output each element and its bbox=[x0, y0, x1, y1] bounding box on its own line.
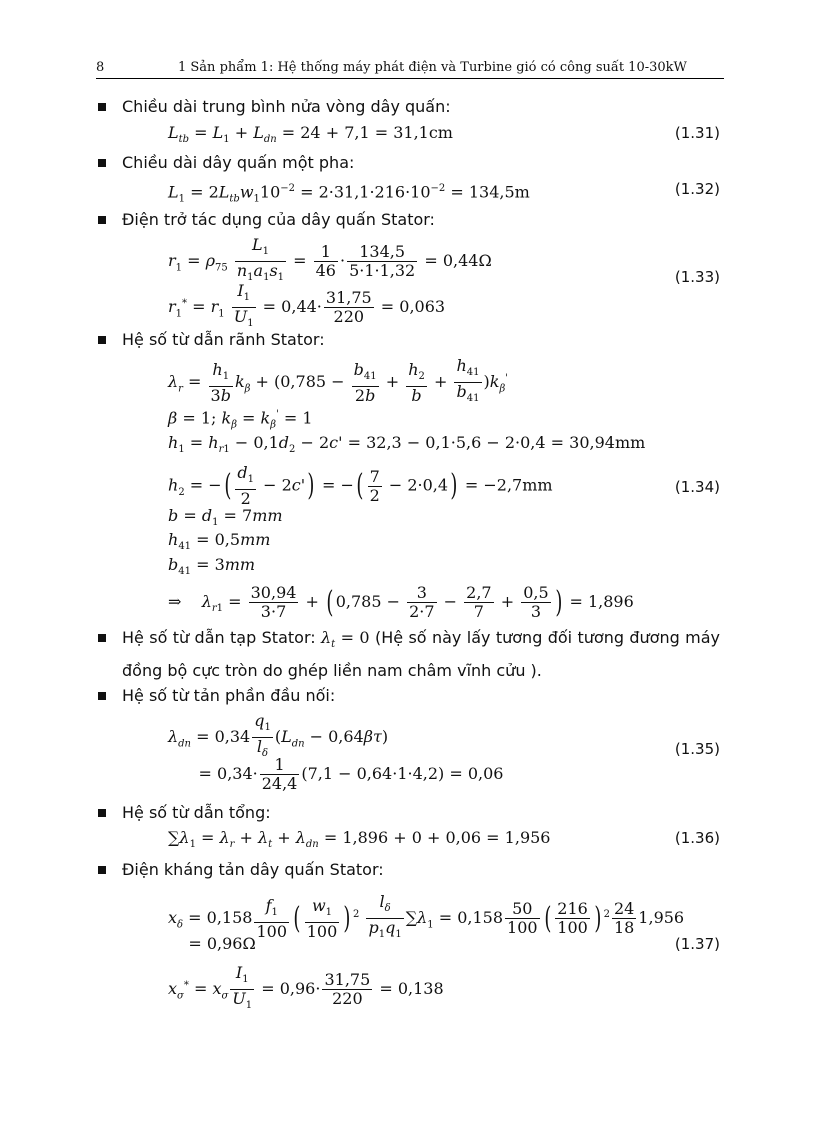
bullet-label: Hệ số từ dẫn tạp Stator: bbox=[122, 628, 316, 647]
bullet-marker bbox=[98, 809, 106, 817]
bullet-marker bbox=[98, 634, 106, 642]
bullet-text: Hệ số từ dẫn tổng: bbox=[122, 803, 271, 822]
result-lambda-r1: 1,896 bbox=[587, 592, 634, 611]
equation: $\sum\lambda_1 = \lambda_r + \lambda_t + \lambda_{dn} = 1,896 + 0 + 0,06 = 1,956$ bbox=[168, 828, 551, 851]
header-rule bbox=[96, 78, 724, 79]
equation: $b_{41} = 3mm$ bbox=[168, 555, 256, 578]
bullet-text: Hệ số từ dẫn tạp Stator: $\lambda_t = 0$ (Hệ số này lấy tương đối tương đương máy đồng bộ cực tròn do ghép liền nam châm vĩnh cửu ). bbox=[122, 628, 721, 681]
result-r1: 0,44Ω bbox=[442, 251, 492, 271]
equation-number: (1.31) bbox=[674, 124, 720, 142]
result-x-sigma-pu: 0,138 bbox=[397, 979, 444, 999]
bullet-text: Điện kháng tản dây quấn Stator: bbox=[122, 860, 384, 879]
header-title: 1 Sản phẩm 1: Hệ thống máy phát điện và Turbine gió có công suất 10-30kW bbox=[178, 60, 687, 75]
equation-number: (1.37) bbox=[674, 935, 720, 953]
bullet-marker bbox=[98, 336, 106, 344]
equation: = 0,96Ω bbox=[168, 934, 256, 953]
equation: $r_1 = \rho_{75}$ $\frac{L_1}{n_1a_1s_1}$ = $\frac{1}{46}$ · $\frac{134,5}{5\cdot 1\cdot 1,32}$ = 0,44Ω bbox=[168, 235, 492, 284]
bullet-text: Hệ số từ dẫn rãnh Stator: bbox=[122, 330, 325, 349]
bullet-text: Chiều dài dây quấn một pha: bbox=[122, 153, 355, 172]
bullet-marker bbox=[98, 159, 106, 167]
equation: $L_1 = 2L_{tb}w_110^{-2} = 2\cdot 31,1\cdot 216\cdot 10^{-2} = 134,5m$ bbox=[168, 182, 530, 205]
equation: = 0,34· $\frac{1}{24,4}$ (7,1 − 0,64·1·4,2) = 0,06 bbox=[168, 755, 504, 793]
equation-number: (1.32) bbox=[674, 180, 720, 198]
equation: $x_\sigma^* = x_\sigma$ $\frac{I_1}{U_1}$ = 0,96· $\frac{31,75}{220}$ = 0,138 bbox=[168, 963, 444, 1012]
equation: $h_1 = h_{r1} - 0,1d_2 - 2c' = 32,3 - 0,1\cdot 5,6 - 2\cdot 0,4 = 30,94mm$ bbox=[168, 433, 646, 456]
bullet-marker bbox=[98, 866, 106, 874]
page-header bbox=[96, 60, 724, 78]
equation-number: (1.35) bbox=[674, 740, 720, 758]
result-l1: 134,5m bbox=[468, 182, 530, 202]
bullet-text: Hệ số từ tản phần đầu nối: bbox=[122, 686, 336, 705]
result-lambda-sum: 1,956 bbox=[504, 828, 551, 847]
bullet-marker bbox=[98, 216, 106, 224]
result-r1-pu: 0,063 bbox=[399, 297, 446, 317]
equation: $h_2$ = −( $\frac{d_1}{2}$ − 2c') = −( $\frac{7}{2}$ − 2·0,4) = −2,7mm bbox=[168, 463, 553, 509]
equation: $\lambda_{dn} = 0,34$ $\frac{q_1}{l_\delta}$ $(L_{dn} - 0,64\beta\tau)$ bbox=[168, 711, 389, 760]
bullet-marker bbox=[98, 692, 106, 700]
result-h1: 30,94mm bbox=[569, 433, 646, 452]
tap-stator-note: (Hệ số này lấy tương đối tương đương máy đồng bộ cực tròn do ghép liền nam châm vĩnh cửu ). bbox=[122, 628, 721, 681]
bullet-text: Điện trở tác dụng của dây quấn Stator: bbox=[122, 210, 435, 229]
equation: $L_{tb} = L_1 + L_{dn} = 24 + 7,1 = 31,1cm$ bbox=[168, 123, 453, 146]
equation-number: (1.33) bbox=[674, 268, 720, 286]
equation: ⇒ $\lambda_{r1}$ = $\frac{30,94}{3\cdot 7}$ + ( 0,785 − $\frac{3}{2\cdot 7}$ − $\frac{2,7}{7}$ + $\frac{0,5}{3}$ ) = 1,896 bbox=[168, 583, 634, 621]
result-ltb: 31,1cm bbox=[393, 123, 453, 142]
equation: $b = d_1 = 7mm$ bbox=[168, 506, 283, 529]
bullet-marker bbox=[98, 103, 106, 111]
bullet-text: Chiều dài trung bình nửa vòng dây quấn: bbox=[122, 97, 451, 116]
result-lambda-dn: 0,06 bbox=[467, 764, 504, 783]
equation: $h_{41} = 0,5mm$ bbox=[168, 530, 271, 553]
equation-number: (1.36) bbox=[674, 829, 720, 847]
equation-number: (1.34) bbox=[674, 478, 720, 496]
equation: $r_1^* = r_1$ $\frac{I_1}{U_1}$ = 0,44· $\frac{31,75}{220}$ = 0,063 bbox=[168, 281, 446, 330]
equation: β = 1; $k_\beta = k_\beta' = 1$ bbox=[168, 408, 313, 431]
page-number: 8 bbox=[96, 60, 105, 75]
result-x-sigma: 0,96Ω bbox=[206, 934, 256, 953]
result-h2: −2,7mm bbox=[483, 475, 553, 495]
equation: $x_\delta = 0,158$ $\frac{f_1}{100}$ ( $\frac{w_1}{100}$ ) $^2$ $\frac{l_\delta}{p_1q_1}$ $\sum\lambda_1 = 0,158$ $\frac{50}{100}$ ( $\frac{216}{100}$ ) $^2$ $\frac{24}{18}$ 1,956 bbox=[168, 892, 685, 941]
equation: $\lambda_r$ = $\frac{h_1}{3b}$ $k_\beta + (0,785$ − $\frac{b_{41}}{2b}$ + $\frac{h_2}{b}$ + $\frac{h_{41}}{b_{41}}$ )$k_\beta'$ bbox=[168, 356, 508, 405]
